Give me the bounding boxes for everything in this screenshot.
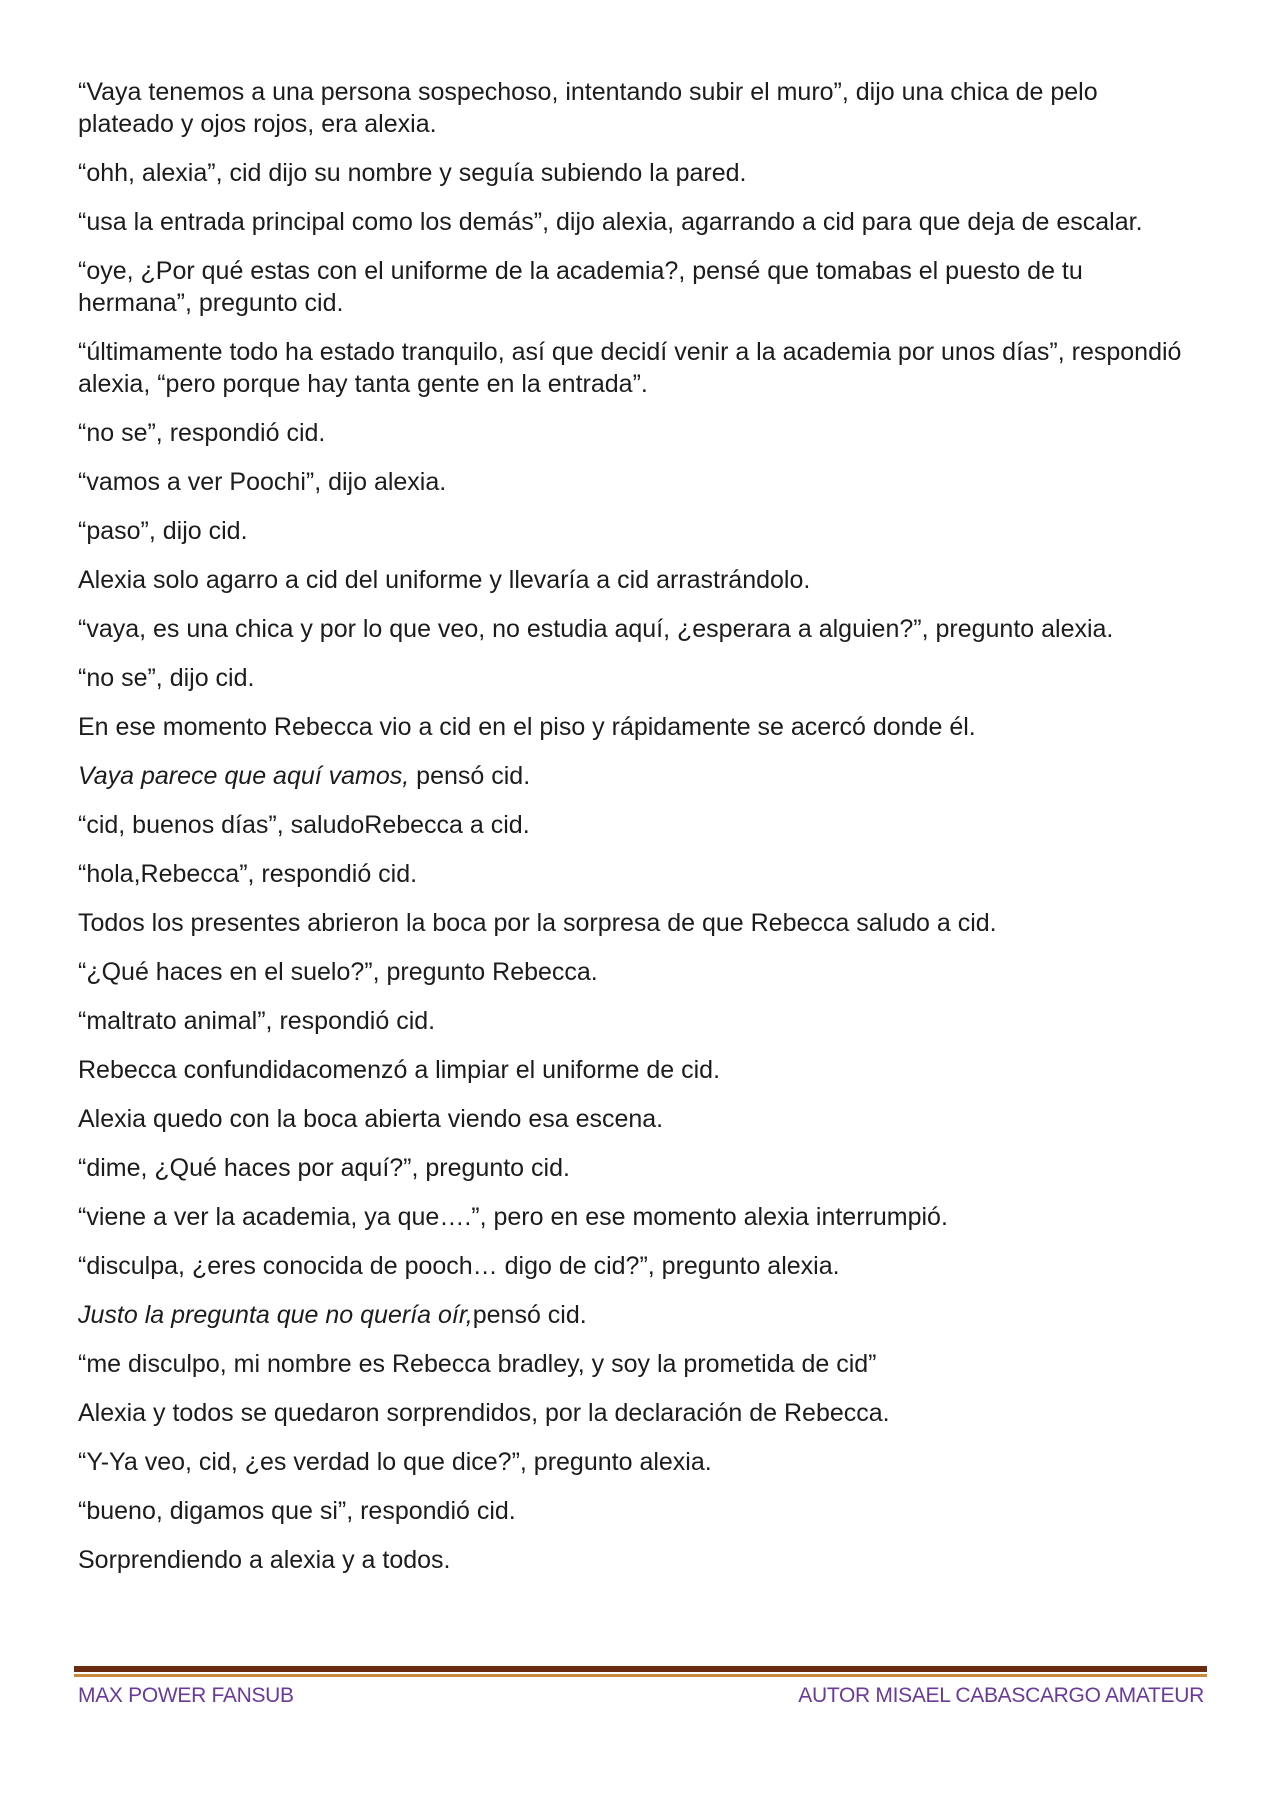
paragraph: “bueno, digamos que si”, respondió cid. (78, 1497, 516, 1525)
paragraph: “dime, ¿Qué haces por aquí?”, pregunto cid. (78, 1154, 570, 1182)
paragraph-thought (78, 760, 1188, 792)
paragraph: “ohh, alexia”, cid dijo su nombre y seguía subiendo la pared. (78, 159, 747, 187)
thought-attribution: pensó cid. (409, 762, 531, 790)
paragraph: “usa la entrada principal como los demás”, dijo alexia, agarrando a cid para que deja de escalar. (78, 208, 1143, 236)
paragraph: Alexia solo agarro a cid del uniforme y llevaría a cid arrastrándolo. (78, 566, 811, 594)
paragraph: Alexia y todos se quedaron sorprendidos, por la declaración de Rebecca. (78, 1399, 890, 1427)
paragraph: “Y-Ya veo, cid, ¿es verdad lo que dice?”, pregunto alexia. (78, 1448, 712, 1476)
paragraph: “hola,Rebecca”, respondió cid. (78, 860, 418, 888)
footer-rule (74, 1666, 1207, 1677)
paragraph: “oye, ¿Por qué estas con el uniforme de la academia?, pensé que tomabas el puesto de tu hermana”, pregunto cid. (78, 257, 1083, 317)
paragraph: “Vaya tenemos a una persona sospechoso, intentando subir el muro”, dijo una chica de pelo plateado y ojos rojos, era alexia. (78, 78, 1098, 138)
paragraph: “vamos a ver Poochi”, dijo alexia. (78, 468, 447, 496)
paragraph: Sorprendiendo a alexia y a todos. (78, 1546, 451, 1574)
paragraph: “no se”, respondió cid. (78, 419, 326, 447)
document-body (78, 76, 1188, 1593)
footer-left-credit: MAX POWER FANSUB (78, 1684, 294, 1707)
paragraph: “disculpa, ¿eres conocida de pooch… digo de cid?”, pregunto alexia. (78, 1252, 840, 1280)
footer-right-credit: AUTOR MISAEL CABASCARGO AMATEUR (798, 1684, 1204, 1707)
paragraph: “últimamente todo ha estado tranquilo, así que decidí venir a la academia por unos días”, respondió alexia, “pero porque hay tanta gente en la entrada”. (78, 338, 1182, 398)
thought-text: Vaya parece que aquí vamos, (78, 762, 410, 790)
paragraph: “me disculpo, mi nombre es Rebecca bradley, y soy la prometida de cid” (78, 1350, 877, 1378)
paragraph: “no se”, dijo cid. (78, 664, 255, 692)
paragraph: “paso”, dijo cid. (78, 517, 248, 545)
paragraph: “maltrato animal”, respondió cid. (78, 1007, 436, 1035)
thought-attribution: pensó cid. (472, 1301, 587, 1329)
paragraph: Alexia quedo con la boca abierta viendo esa escena. (78, 1105, 664, 1133)
thought-text: Justo la pregunta que no quería oír, (78, 1301, 473, 1329)
paragraph: Todos los presentes abrieron la boca por la sorpresa de que Rebecca saludo a cid. (78, 909, 997, 937)
paragraph: En ese momento Rebecca vio a cid en el piso y rápidamente se acercó donde él. (78, 713, 976, 741)
paragraph: Rebecca confundidacomenzó a limpiar el uniforme de cid. (78, 1056, 721, 1084)
footer-rule-light (74, 1674, 1207, 1677)
paragraph: “cid, buenos días”, saludoRebecca a cid. (78, 811, 530, 839)
paragraph: “viene a ver la academia, ya que….”, pero en ese momento alexia interrumpió. (78, 1203, 948, 1231)
paragraph: “vaya, es una chica y por lo que veo, no estudia aquí, ¿esperara a alguien?”, pregunto alexia. (78, 615, 1114, 643)
paragraph: “¿Qué haces en el suelo?”, pregunto Rebecca. (78, 958, 598, 986)
paragraph-thought (78, 1299, 1188, 1331)
